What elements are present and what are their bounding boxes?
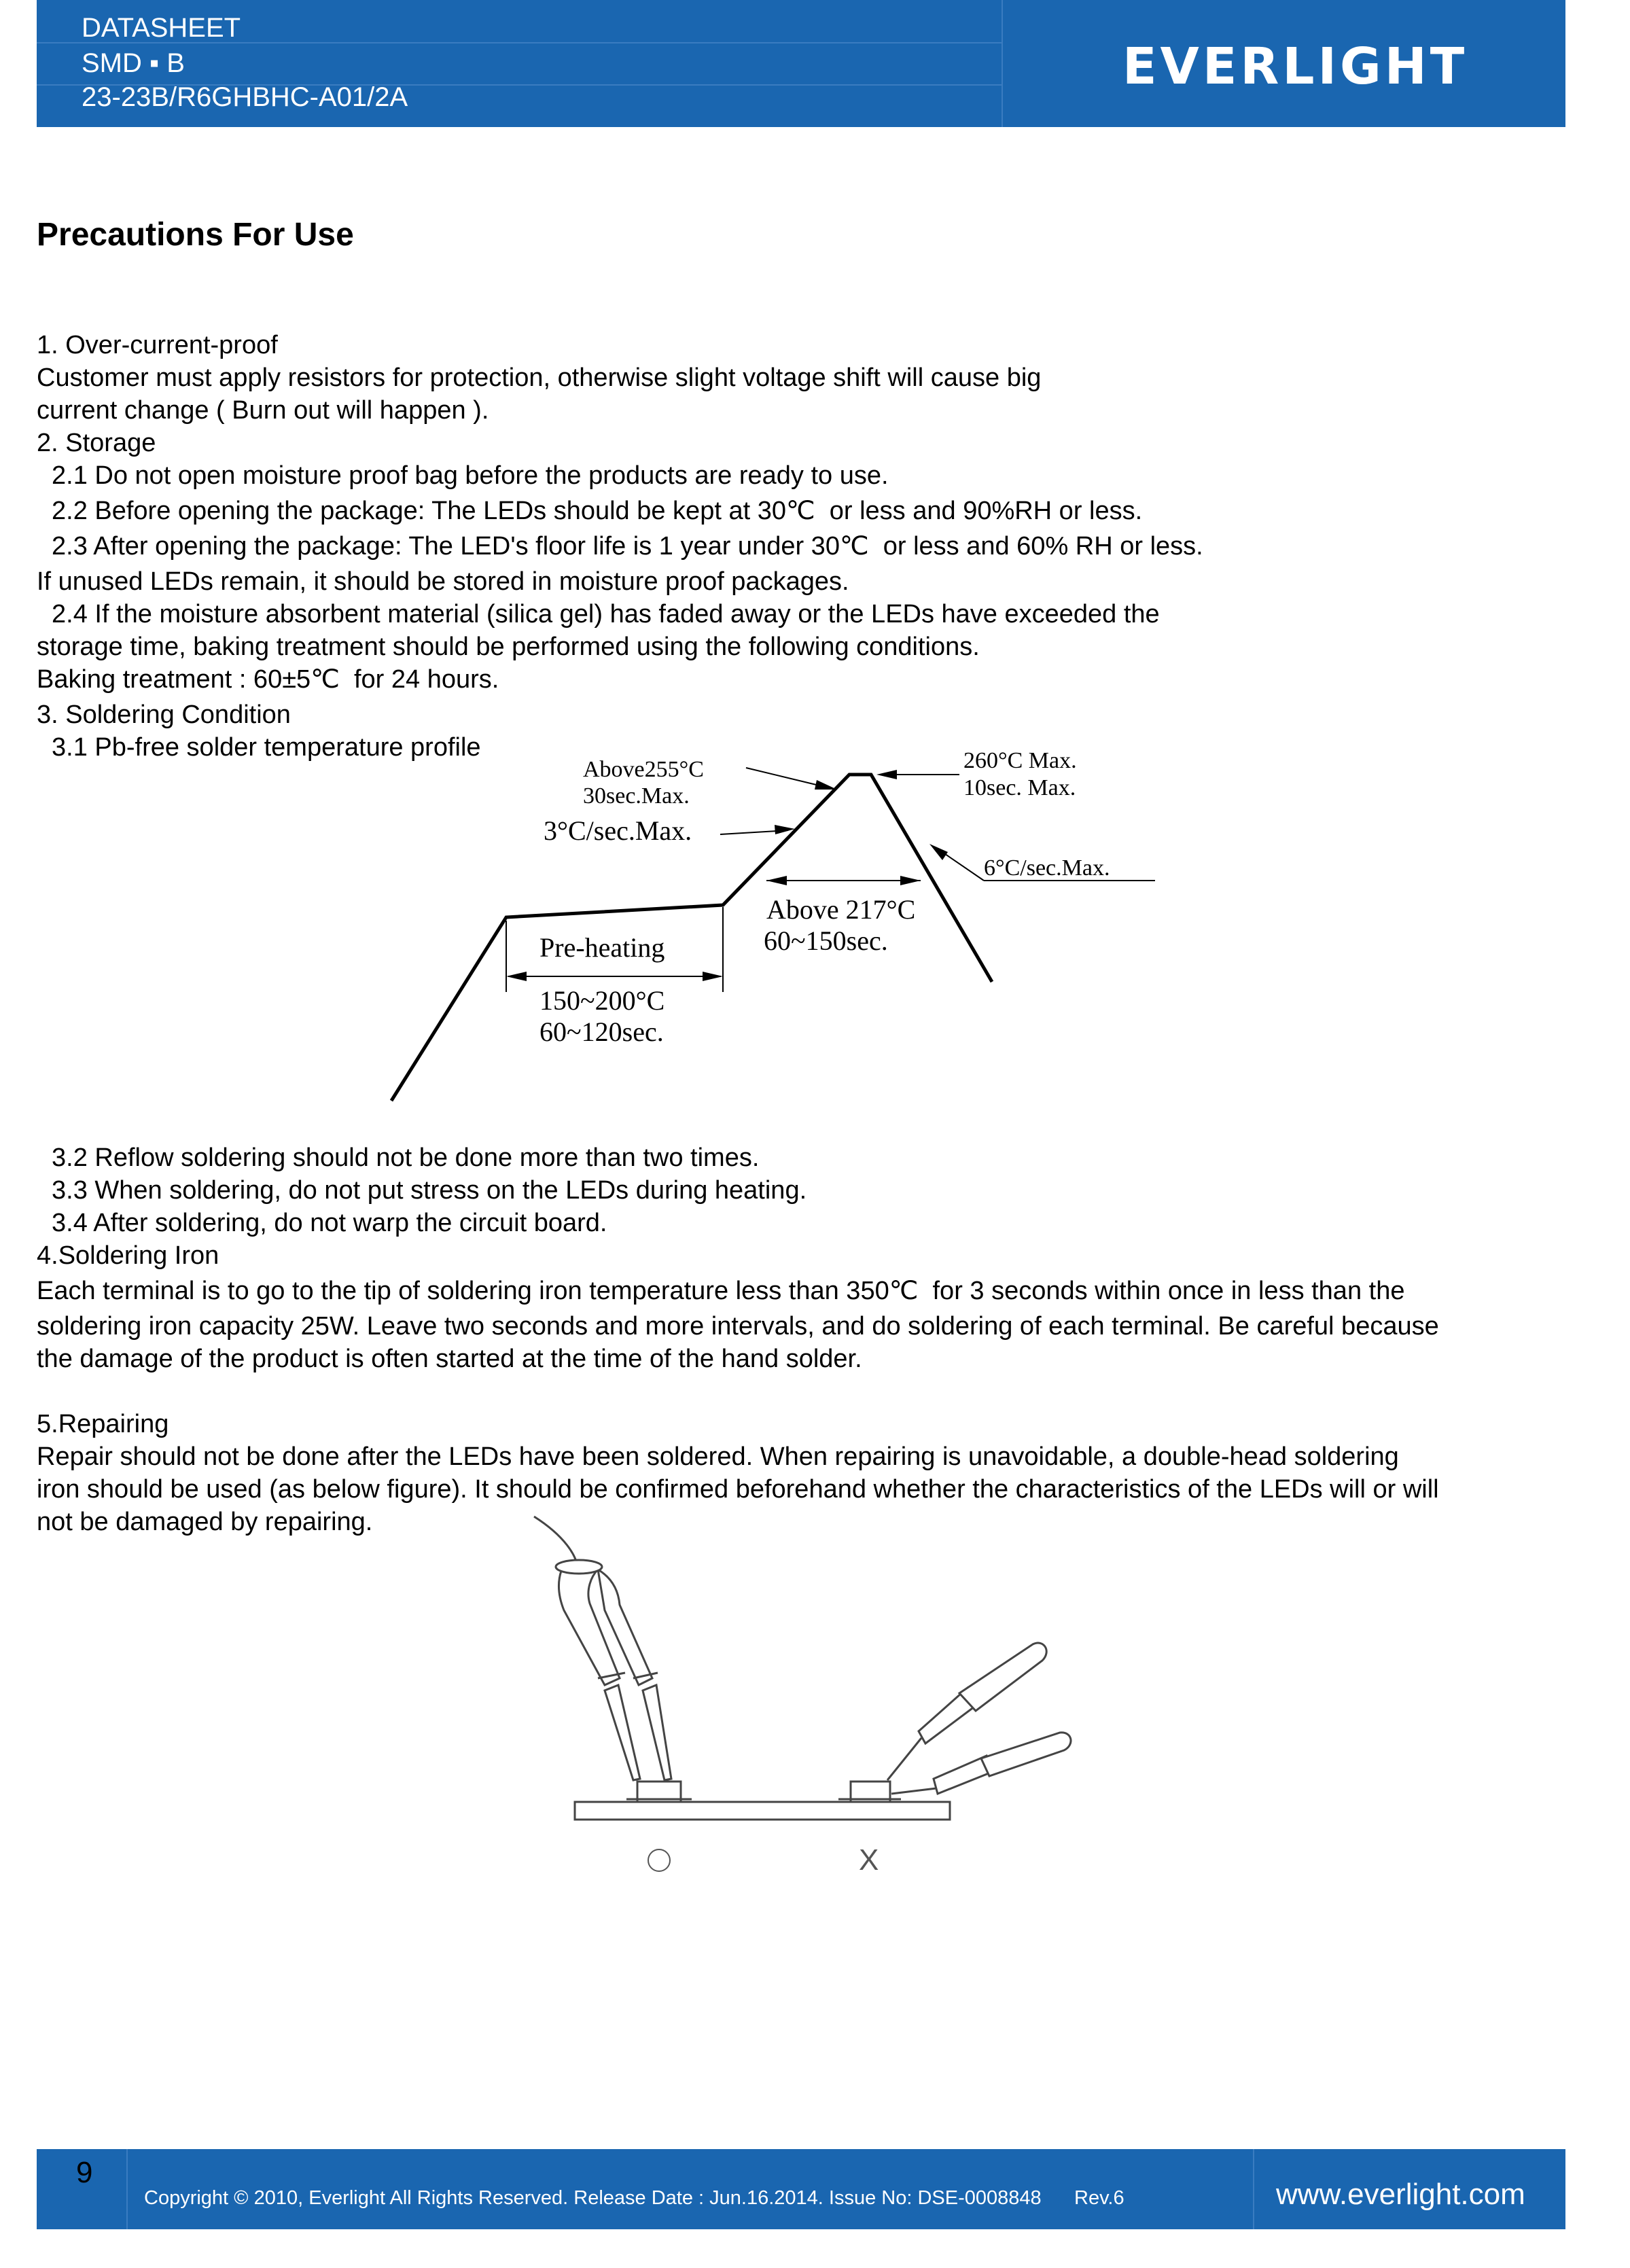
label-rate3: 3°C/sec.Max. (544, 815, 692, 846)
label-above255: Above255°C (583, 757, 704, 782)
text-line: 1. Over-current-proof (37, 331, 278, 359)
single-iron-1-handle (959, 1643, 1046, 1711)
iron-tip-left (605, 1685, 640, 1780)
label-above217: Above 217°C (766, 894, 916, 925)
text-line: 2.2 Before opening the package: The LEDs should be kept at 30℃ or less and 90%RH or less. (52, 497, 1143, 525)
text-line: 3.2 Reflow soldering should not be done more than two times. (52, 1144, 760, 1172)
single-iron-2-handle (981, 1733, 1071, 1776)
page-number: 9 (76, 2156, 93, 2189)
ng-mark: X (859, 1843, 879, 1877)
text-line: 2.1 Do not open moisture proof bag before the products are ready to use. (52, 461, 889, 490)
label-60-150sec: 60~150sec. (764, 925, 888, 956)
label-peak: 260°C Max. (963, 748, 1077, 773)
text-line: Repair should not be done after the LEDs have been soldered. When repairing is unavoidable, a double-head soldering (37, 1442, 1399, 1471)
text-line: 2. Storage (37, 429, 156, 457)
text-line: not be damaged by repairing. (37, 1508, 373, 1536)
text-line: 2.4 If the moisture absorbent material (silica gel) has faded away or the LEDs have exceeded the (52, 600, 1160, 628)
text-line: current change ( Burn out will happen ). (37, 396, 489, 425)
iron-tip-right (643, 1685, 671, 1780)
text-line: 2.3 After opening the package: The LED's floor life is 1 year under 30℃ or less and 60% RH or less. (52, 532, 1203, 561)
part-number: 23-23B/R6GHBHC-A01/2A (82, 82, 408, 112)
text-line: soldering iron capacity 25W. Leave two seconds and more intervals, and do soldering of each terminal. Be careful because (37, 1312, 1439, 1341)
text-line: the damage of the product is often started at the time of the hand solder. (37, 1345, 862, 1373)
text-line: Each terminal is to go to the tip of soldering iron temperature less than 350℃ for 3 seconds within once in less than the (37, 1277, 1405, 1305)
text-line: 3.4 After soldering, do not warp the circuit board. (52, 1209, 607, 1237)
text-line: If unused LEDs remain, it should be stored in moisture proof packages. (37, 567, 849, 596)
page-footer (37, 2149, 1565, 2229)
text-line: Customer must apply resistors for protection, otherwise slight voltage shift will cause big (37, 364, 1042, 392)
label-10sec: 10sec. Max. (963, 775, 1076, 800)
text-line: iron should be used (as below figure). It should be confirmed beforehand whether the characteristics of the LEDs will or will (37, 1475, 1439, 1504)
text-line: 3. Soldering Condition (37, 701, 291, 729)
copyright-text: Copyright © 2010, Everlight All Rights Reserved. Release Date : Jun.16.2014. Issue No: DSE-0008848 Rev.6 (144, 2187, 1124, 2209)
text-line: 4.Soldering Iron (37, 1241, 219, 1270)
text-line: 3.1 Pb-free solder temperature profile (52, 733, 481, 762)
footer-divider (1253, 2149, 1254, 2229)
website-link[interactable]: www.everlight.com (1276, 2178, 1525, 2211)
label-rate6: 6°C/sec.Max. (984, 855, 1110, 881)
iron-collar (556, 1560, 602, 1574)
text-line: 3.3 When soldering, do not put stress on the LEDs during heating. (52, 1176, 807, 1205)
label-preheating: Pre-heating (539, 932, 665, 963)
ok-mark-icon (648, 1849, 670, 1871)
label-preheat-temp: 150~200°C (539, 985, 665, 1016)
label-30sec: 30sec.Max. (583, 783, 690, 809)
label-preheat-time: 60~120sec. (539, 1016, 664, 1047)
doc-type: DATASHEET (82, 13, 241, 43)
circuit-board (575, 1802, 950, 1820)
page-title: Precautions For Use (37, 217, 354, 253)
text-line: storage time, baking treatment should be performed using the following conditions. (37, 633, 980, 661)
footer-divider (126, 2149, 128, 2229)
everlight-logo: EVERLIGHT (1122, 37, 1468, 96)
text-line: 5.Repairing (37, 1410, 169, 1438)
text-line: Baking treatment : 60±5℃ for 24 hours. (37, 665, 499, 694)
product-family: SMD ▪ B (82, 48, 185, 78)
